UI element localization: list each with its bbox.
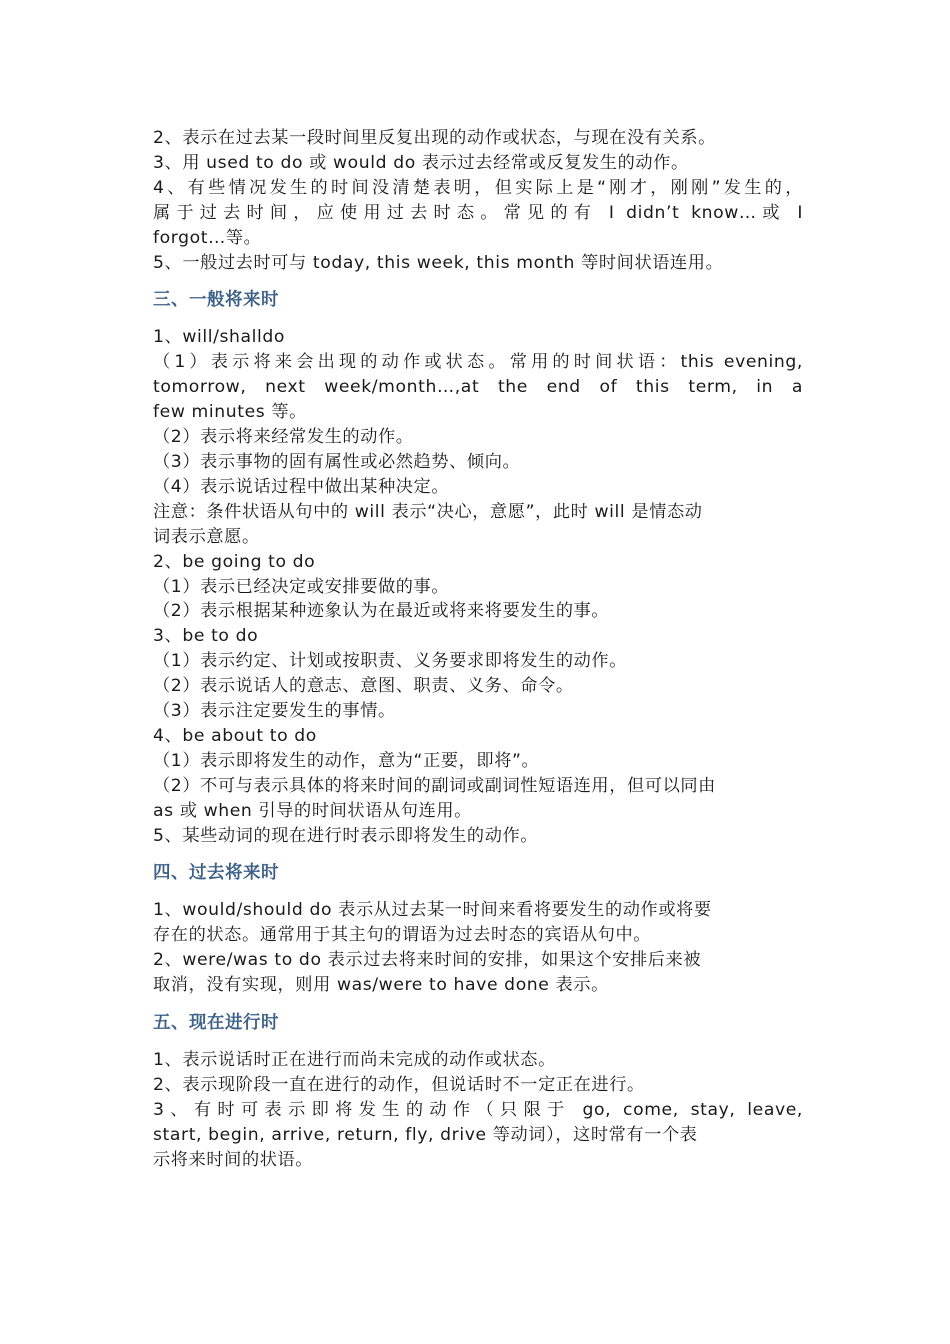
text-line: （2）表示将来经常发生的动作。 <box>153 427 414 448</box>
section-heading-future-simple: 三、一般将来时 <box>153 290 279 311</box>
text-line: （2）表示根据某种迹象认为在最近或将来将要发生的事。 <box>153 601 610 622</box>
text-line: 注意：条件状语从句中的 will 表示“决心，意愿”，此时 will 是情态动 <box>153 501 703 522</box>
text-line: 存在的状态。通常用于其主句的谓语为过去时态的宾语从句中。 <box>153 925 652 946</box>
text-line: forgot…等。 <box>153 227 262 248</box>
text-line: 4、be about to do <box>153 725 317 746</box>
text-line: 2、be going to do <box>153 551 316 572</box>
text-line: 1、would/should do 表示从过去某一时间来看将要发生的动作或将要 <box>153 900 712 921</box>
section-future-simple <box>153 325 803 848</box>
text-line: 属于过去时间，应使用过去时态。常见的有 I didn’t know…或 I <box>153 202 803 223</box>
text-line: as 或 when 引导的时间状语从句连用。 <box>153 800 472 821</box>
section-heading-future-in-past: 四、过去将来时 <box>153 863 279 884</box>
text-line: 2、were/was to do 表示过去将来时间的安排，如果这个安排后来被 <box>153 950 702 971</box>
text-line: 词表示意愿。 <box>153 526 260 547</box>
text-line: 4、有些情况发生的时间没清楚表明，但实际上是“刚才，刚刚”发生的， <box>153 177 803 198</box>
section-present-continuous <box>153 1048 803 1173</box>
text-line: （2）不可与表示具体的将来时间的副词或副词性短语连用，但可以同由 <box>153 775 716 796</box>
text-line: start, begin, arrive, return, fly, drive 等动词），这时常有一个表 <box>153 1124 698 1145</box>
section-future-in-past <box>153 898 803 998</box>
text-line: 2、表示现阶段一直在进行的动作，但说话时不一定正在进行。 <box>153 1075 645 1095</box>
text-line: 5、某些动词的现在进行时表示即将发生的动作。 <box>153 825 539 846</box>
section-heading-present-continuous: 五、现在进行时 <box>153 1013 279 1034</box>
text-line: 5、一般过去时可与 today, this week, this month 等时间状语连用。 <box>153 252 724 273</box>
text-line: 1、表示说话时正在进行而尚未完成的动作或状态。 <box>153 1050 556 1071</box>
text-line: （4）表示说话过程中做出某种决定。 <box>153 476 450 497</box>
text-line: （3）表示注定要发生的事情。 <box>153 701 396 722</box>
text-line: few minutes 等。 <box>153 402 307 423</box>
text-line: （1）表示约定、计划或按职责、义务要求即将发生的动作。 <box>153 651 628 672</box>
text-line: （1）表示已经决定或安排要做的事。 <box>153 576 450 597</box>
text-line: 取消，没有实现，则用 was/were to have done 表示。 <box>153 975 609 996</box>
text-line: 3、有时可表示即将发生的动作（只限于 go, come, stay, leave, <box>153 1099 803 1120</box>
text-line: （3）表示事物的固有属性或必然趋势、倾向。 <box>153 451 521 472</box>
text-line: 2、表示在过去某一段时间里反复出现的动作或状态，与现在没有关系。 <box>153 128 716 148</box>
text-line: 3、be to do <box>153 626 259 647</box>
document-body <box>153 126 803 1173</box>
text-line: 示将来时间的状语。 <box>153 1149 314 1170</box>
text-line: （1）表示即将发生的动作，意为“正要，即将”。 <box>153 750 540 771</box>
text-line: （2）表示说话人的意志、意图、职责、义务、命令。 <box>153 676 574 697</box>
text-line: 3、用 used to do 或 would do 表示过去经常或反复发生的动作。 <box>153 152 689 173</box>
past-tense-continued <box>153 126 803 275</box>
text-line: 1、will/shalldo <box>153 327 286 348</box>
text-line: tomorrow, next week/month…,at the end of this term, in a <box>153 377 803 398</box>
text-line: （1）表示将来会出现的动作或状态。常用的时间状语：this evening, <box>153 352 803 373</box>
